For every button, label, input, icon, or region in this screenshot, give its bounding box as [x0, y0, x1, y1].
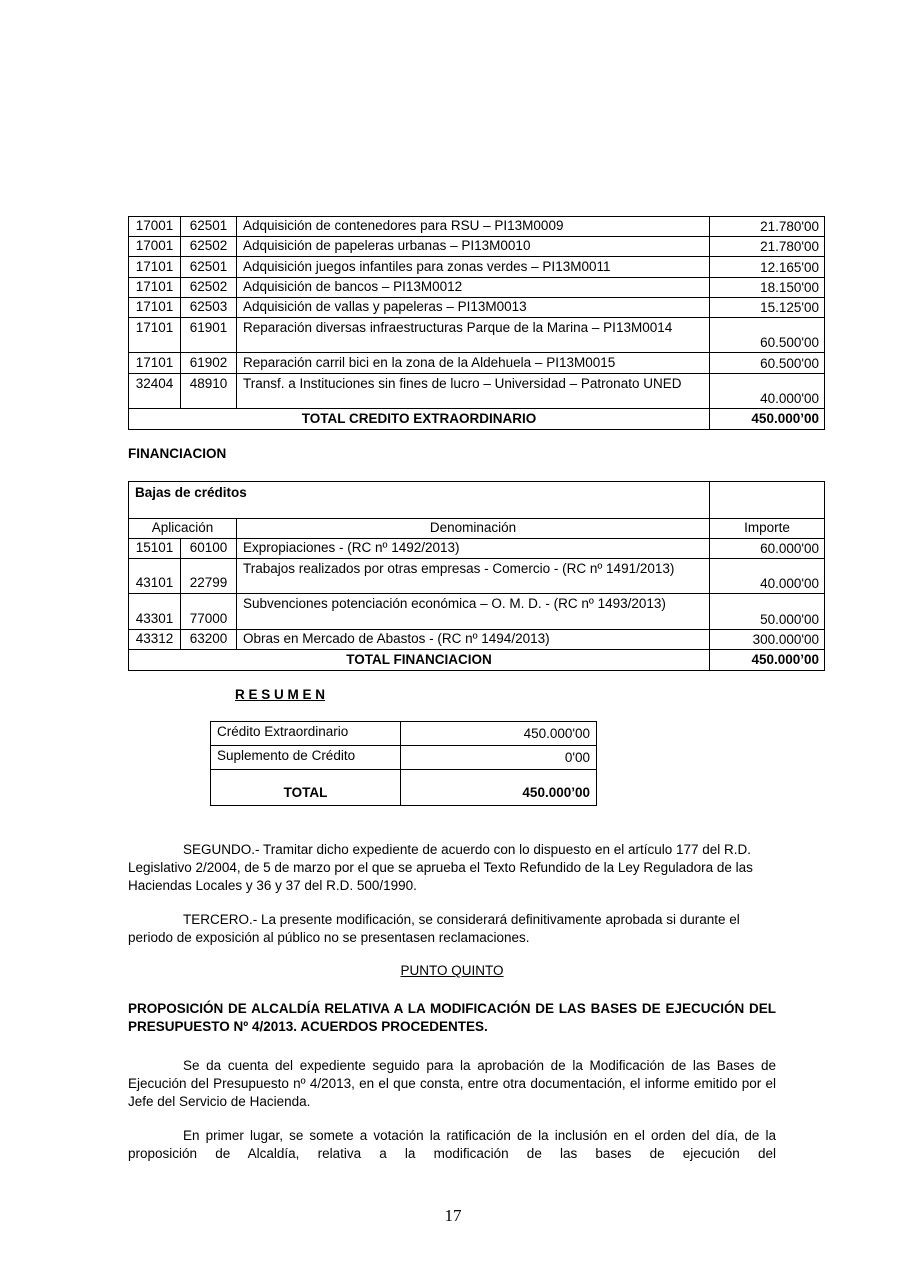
description-cell: Reparación diversas infraestructuras Parque de la Marina – PI13M0014	[237, 318, 710, 353]
code-cell: 17001	[129, 217, 181, 237]
header-importe: Importe	[710, 519, 825, 539]
table-row	[129, 594, 825, 630]
table-row	[129, 217, 825, 237]
table-total-row	[129, 650, 825, 671]
punto-quinto-label: PUNTO QUINTO	[400, 963, 504, 978]
table-row	[129, 257, 825, 278]
paragraph-se-da-cuenta: Se da cuenta del expediente seguido para la aprobación de la Modificación de las Bases de Ejecución del Presupuesto nº 4/2013, en el que consta, entre otra documentación, el informe emitido por el Jefe del Servicio de Hacienda.	[128, 1058, 776, 1109]
table-row	[129, 559, 825, 594]
table-row	[129, 374, 825, 409]
code-cell: 48910	[181, 374, 237, 409]
bajas-table	[128, 481, 825, 671]
table-row	[211, 722, 597, 746]
description-cell: Expropiaciones - (RC nº 1492/2013)	[237, 539, 710, 559]
page-number: 17	[444, 1206, 462, 1225]
resumen-total-label-cell: TOTAL	[211, 770, 401, 806]
amount-cell: 60.500'00	[710, 353, 825, 374]
header-aplicacion: Aplicación	[129, 519, 237, 539]
code-cell: 17101	[129, 278, 181, 298]
code-cell: 22799	[181, 559, 237, 594]
table-row	[129, 298, 825, 318]
code-cell: 62502	[181, 278, 237, 298]
amount-cell: 60.500'00	[710, 318, 825, 353]
code-cell: 43312	[129, 630, 181, 650]
code-cell: 17001	[129, 237, 181, 257]
paragraph-proposicion: PROPOSICIÓN DE ALCALDÍA RELATIVA A LA MODIFICACIÓN DE LAS BASES DE EJECUCIÓN DEL PRESUPUESTO Nº 4/2013. ACUERDOS PROCEDENTES.	[128, 1001, 776, 1034]
code-cell: 60100	[181, 539, 237, 559]
table-row	[129, 539, 825, 559]
credit-table	[128, 216, 825, 430]
table-row	[129, 630, 825, 650]
code-cell: 43101	[129, 559, 181, 594]
code-cell: 43301	[129, 594, 181, 630]
paragraph-segundo: SEGUNDO.- Tramitar dicho expediente de acuerdo con lo dispuesto en el artículo 177 del R.D. Legislativo 2/2004, de 5 de marzo por el que se aprueba el Texto Refundido de la Ley Reguladora de las Haciendas Locales y 36 y 37 del R.D. 500/1990.	[128, 842, 753, 893]
code-cell: 62501	[181, 257, 237, 278]
empty-cell	[710, 482, 825, 519]
amount-cell: 18.150'00	[710, 278, 825, 298]
code-cell: 62502	[181, 237, 237, 257]
total-amount-cell: 450.000’00	[710, 650, 825, 671]
table-row	[129, 237, 825, 257]
resumen-value-cell: 0'00	[401, 746, 597, 770]
resumen-table	[210, 721, 597, 806]
description-cell: Adquisición de papeleras urbanas – PI13M0010	[237, 237, 710, 257]
description-cell: Reparación carril bici en la zona de la Aldehuela – PI13M0015	[237, 353, 710, 374]
amount-cell: 60.000'00	[710, 539, 825, 559]
total-amount-cell: 450.000’00	[710, 409, 825, 430]
paragraph-tercero: TERCERO.- La presente modificación, se considerará definitivamente aprobada si durante el periodo de exposición al público no se presentasen reclamaciones.	[128, 912, 740, 945]
description-cell: Subvenciones potenciación económica – O. M. D. - (RC nº 1493/2013)	[237, 594, 710, 630]
description-cell: Adquisición de vallas y papeleras – PI13M0013	[237, 298, 710, 318]
financiacion-heading: FINANCIACION	[128, 446, 227, 461]
code-cell: 61901	[181, 318, 237, 353]
table-row	[129, 278, 825, 298]
amount-cell: 21.780'00	[710, 217, 825, 237]
code-cell: 77000	[181, 594, 237, 630]
table-title-row	[129, 482, 825, 519]
table-header-row	[129, 519, 825, 539]
amount-cell: 15.125'00	[710, 298, 825, 318]
description-cell: Obras en Mercado de Abastos - (RC nº 1494/2013)	[237, 630, 710, 650]
table-total-row	[211, 770, 597, 806]
amount-cell: 12.165'00	[710, 257, 825, 278]
resumen-heading: R E S U M E N	[235, 687, 326, 702]
description-cell: Adquisición de bancos – PI13M0012	[237, 278, 710, 298]
code-cell: 17101	[129, 318, 181, 353]
code-cell: 17101	[129, 298, 181, 318]
header-denominacion: Denominación	[237, 519, 710, 539]
code-cell: 15101	[129, 539, 181, 559]
resumen-label-cell: Suplemento de Crédito	[211, 746, 401, 770]
table-total-row	[129, 409, 825, 430]
description-cell: Trabajos realizados por otras empresas - Comercio - (RC nº 1491/2013)	[237, 559, 710, 594]
amount-cell: 21.780'00	[710, 237, 825, 257]
code-cell: 17101	[129, 257, 181, 278]
amount-cell: 300.000'00	[710, 630, 825, 650]
amount-cell: 40.000'00	[710, 559, 825, 594]
paragraph-en-primer-lugar: En primer lugar, se somete a votación la ratificación de la inclusión en el orden del día, de la proposición de Alcaldía, relativa a la modificación de las bases de ejecución del	[128, 1128, 776, 1161]
description-cell: Adquisición juegos infantiles para zonas verdes – PI13M0011	[237, 257, 710, 278]
total-label-cell: TOTAL FINANCIACION	[129, 650, 710, 671]
table-row	[129, 318, 825, 353]
code-cell: 61902	[181, 353, 237, 374]
resumen-value-cell: 450.000'00	[401, 722, 597, 746]
table-title-cell: Bajas de créditos	[129, 482, 710, 519]
amount-cell: 50.000'00	[710, 594, 825, 630]
amount-cell: 40.000'00	[710, 374, 825, 409]
code-cell: 63200	[181, 630, 237, 650]
total-label-cell: TOTAL CREDITO EXTRAORDINARIO	[129, 409, 710, 430]
resumen-total-value-cell: 450.000’00	[401, 770, 597, 806]
table-row	[211, 746, 597, 770]
resumen-label-cell: Crédito Extraordinario	[211, 722, 401, 746]
code-cell: 17101	[129, 353, 181, 374]
description-cell: Adquisición de contenedores para RSU – PI13M0009	[237, 217, 710, 237]
code-cell: 62503	[181, 298, 237, 318]
table-row	[129, 353, 825, 374]
code-cell: 32404	[129, 374, 181, 409]
code-cell: 62501	[181, 217, 237, 237]
description-cell: Transf. a Instituciones sin fines de lucro – Universidad – Patronato UNED	[237, 374, 710, 409]
punto-quinto-heading	[128, 963, 776, 978]
